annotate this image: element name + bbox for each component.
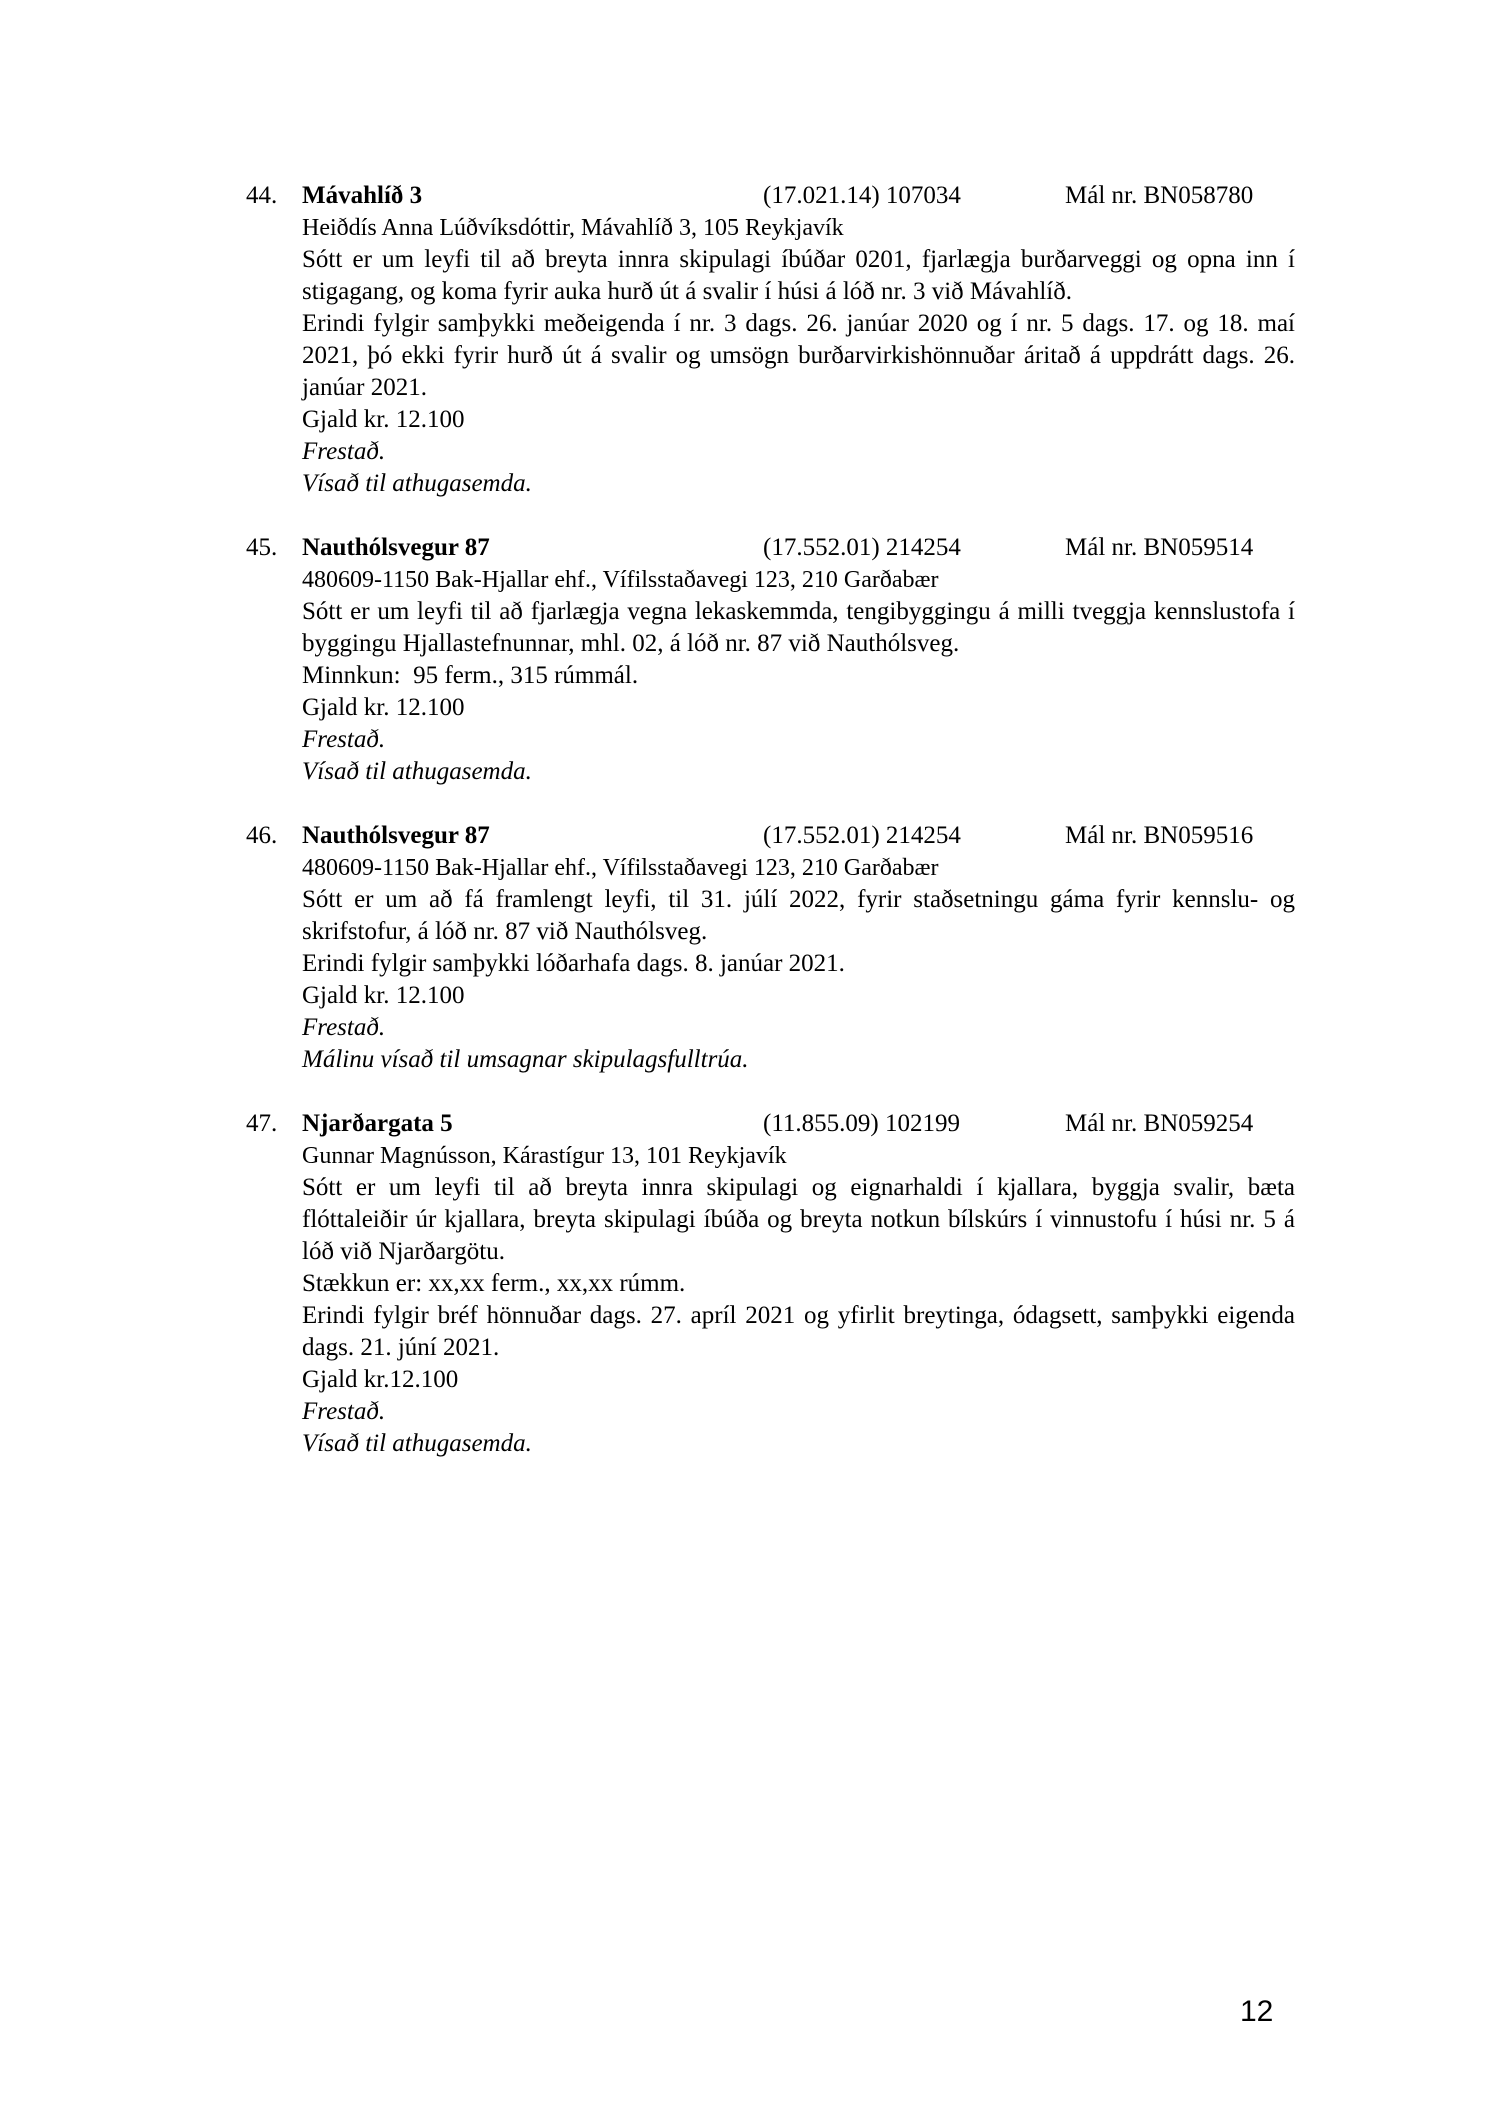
case-paragraph: Sótt er um leyfi til að fjarlægja vegna lekaskemmda, tengibyggingu á milli tveggja kennslustofa í byggingu Hjallastefnunnar, mhl. 02, á lóð nr. 87 við Nauthólsveg. xyxy=(302,598,1295,657)
case-id: Mál nr. BN059516 xyxy=(1065,822,1254,849)
case-paragraph: Frestað. xyxy=(302,1398,386,1425)
case-paragraph: Frestað. xyxy=(302,1014,386,1041)
case-id: Mál nr. BN059514 xyxy=(1065,534,1254,561)
case-applicant: Gunnar Magnússon, Kárastígur 13, 101 Reykjavík xyxy=(302,1143,787,1169)
case-paragraph: Stækkun er: xx,xx ferm., xx,xx rúmm. xyxy=(302,1270,686,1297)
case-paragraph: Erindi fylgir samþykki meðeigenda í nr. 3 dags. 26. janúar 2020 og í nr. 5 dags. 17. og 18. maí 2021, þó ekki fyrir hurð út á svalir og umsögn burðarvirkishönnuðar áritað á uppdrátt dags. 26. janúar 2021. xyxy=(302,310,1295,401)
case-reference: (17.021.14) 107034 xyxy=(763,182,961,209)
case-address: Njarðargata 5 xyxy=(302,1110,453,1137)
case-number: 46. xyxy=(246,822,278,849)
case-paragraph: Erindi fylgir bréf hönnuðar dags. 27. apríl 2021 og yfirlit breytinga, ódagsett, samþykki eigenda dags. 21. júní 2021. xyxy=(302,1302,1295,1361)
case-paragraph: Frestað. xyxy=(302,438,386,465)
case-header xyxy=(246,180,1295,212)
case-item xyxy=(246,1108,1295,1460)
case-paragraph: Sótt er um að fá framlengt leyfi, til 31. júlí 2022, fyrir staðsetningu gáma fyrir kennslu- og skrifstofur, á lóð nr. 87 við Nauthólsveg. xyxy=(302,886,1295,945)
case-id: Mál nr. BN058780 xyxy=(1065,182,1254,209)
case-list xyxy=(246,180,1295,1492)
case-reference: (17.552.01) 214254 xyxy=(763,534,961,561)
page-number: 12 xyxy=(1240,1995,1274,2028)
case-address: Mávahlíð 3 xyxy=(302,182,423,209)
case-header xyxy=(246,820,1295,852)
case-reference: (17.552.01) 214254 xyxy=(763,822,961,849)
case-number: 44. xyxy=(246,182,278,209)
case-applicant: Heiðdís Anna Lúðvíksdóttir, Mávahlíð 3, 105 Reykjavík xyxy=(302,215,844,241)
case-paragraph: Gjald kr. 12.100 xyxy=(302,982,465,1009)
case-item xyxy=(246,820,1295,1076)
case-address: Nauthólsvegur 87 xyxy=(302,822,490,849)
case-paragraph: Gjald kr. 12.100 xyxy=(302,406,465,433)
case-number: 47. xyxy=(246,1110,278,1137)
case-paragraph: Vísað til athugasemda. xyxy=(302,470,532,497)
case-paragraph: Frestað. xyxy=(302,726,386,753)
case-id: Mál nr. BN059254 xyxy=(1065,1110,1254,1137)
case-header xyxy=(246,532,1295,564)
case-paragraph: Vísað til athugasemda. xyxy=(302,1430,532,1457)
case-address: Nauthólsvegur 87 xyxy=(302,534,490,561)
case-applicant: 480609-1150 Bak-Hjallar ehf., Vífilsstaðavegi 123, 210 Garðabær xyxy=(302,567,939,593)
case-reference: (11.855.09) 102199 xyxy=(763,1110,960,1137)
case-paragraph: Gjald kr. 12.100 xyxy=(302,694,465,721)
case-item xyxy=(246,180,1295,500)
case-paragraph: Erindi fylgir samþykki lóðarhafa dags. 8. janúar 2021. xyxy=(302,950,845,977)
case-paragraph: Sótt er um leyfi til að breyta innra skipulagi íbúðar 0201, fjarlægja burðarveggi og opna inn í stigagang, og koma fyrir auka hurð út á svalir í húsi á lóð nr. 3 við Mávahlíð. xyxy=(302,246,1295,305)
case-paragraph: Gjald kr.12.100 xyxy=(302,1366,459,1393)
case-paragraph: Málinu vísað til umsagnar skipulagsfulltrúa. xyxy=(302,1046,749,1073)
case-number: 45. xyxy=(246,534,278,561)
case-header xyxy=(246,1108,1295,1140)
case-paragraph: Vísað til athugasemda. xyxy=(302,758,532,785)
case-item xyxy=(246,532,1295,788)
case-paragraph: Sótt er um leyfi til að breyta innra skipulagi og eignarhaldi í kjallara, byggja svalir, bæta flóttaleiðir úr kjallara, breyta skipulagi íbúða og breyta notkun bílskúrs í vinnustofu í húsi nr. 5 á lóð við Njarðargötu. xyxy=(302,1174,1295,1265)
case-applicant: 480609-1150 Bak-Hjallar ehf., Vífilsstaðavegi 123, 210 Garðabær xyxy=(302,855,939,881)
case-paragraph: Minnkun: 95 ferm., 315 rúmmál. xyxy=(302,662,639,689)
